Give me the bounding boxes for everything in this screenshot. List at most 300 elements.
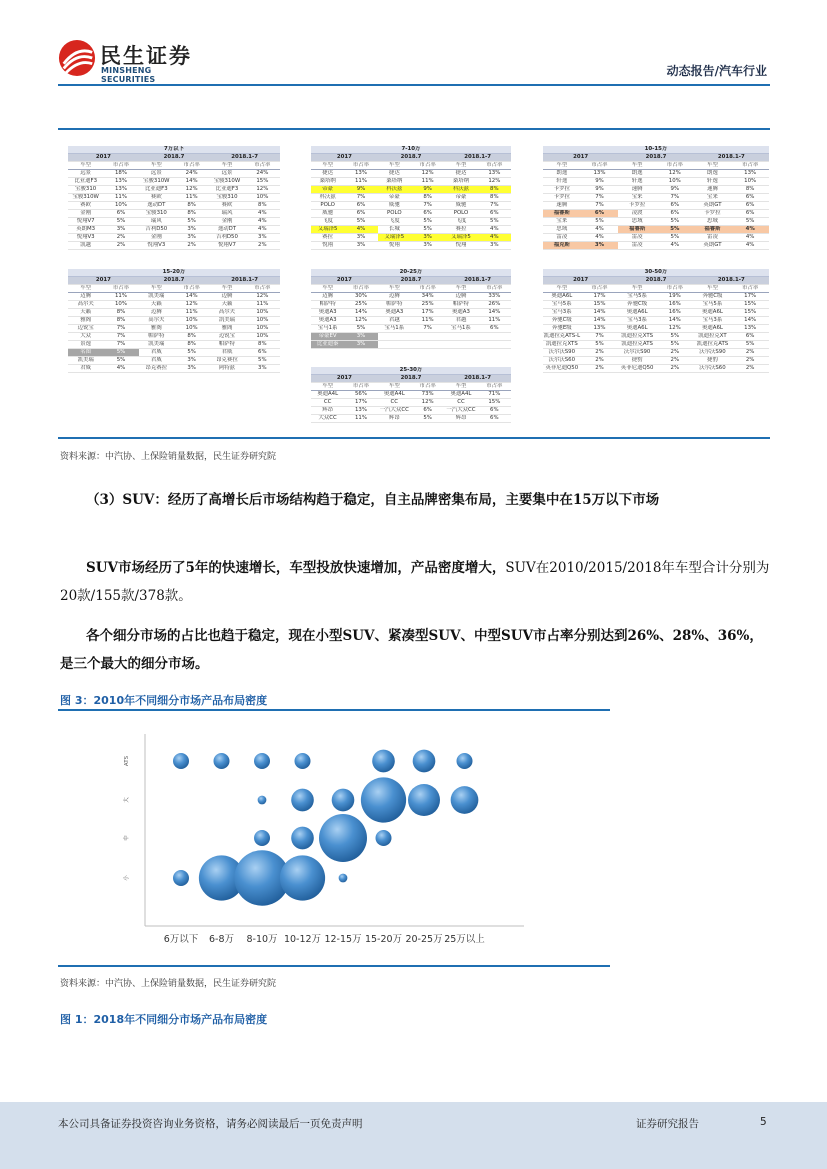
paragraph-1	[60, 554, 770, 610]
table-cell: 4%	[478, 226, 511, 234]
header-cell: 市占率	[174, 162, 209, 170]
table-row	[543, 341, 769, 349]
table-cell: 比亚迪F3	[209, 186, 244, 194]
header-cell: 车型	[444, 383, 477, 391]
table-cell: 艾瑞泽5	[311, 226, 344, 234]
logo-chinese: 民生证券	[100, 44, 192, 68]
bubble-point	[254, 830, 270, 846]
table-cell: 12%	[245, 293, 280, 301]
table-cell: 瑞风	[139, 218, 174, 226]
table-cell: 4%	[731, 226, 769, 234]
table-cell: 威驰	[311, 210, 344, 218]
table-cell: 24%	[174, 170, 209, 178]
bubble-point	[291, 789, 314, 812]
table-cell: 7%	[411, 325, 444, 333]
table-cell: 5%	[411, 218, 444, 226]
paragraph-2: 各个细分市场的占比也趋于稳定，现在小型SUV、紧凑型SUV、中型SUV市占率分别达到26%、28%、36%，是三个最大的细分市场。	[60, 628, 763, 672]
table-row	[68, 325, 280, 333]
table-cell: 悦翔V3	[139, 242, 174, 250]
table-cell: 比亚迪F3	[139, 186, 174, 194]
table-7-10w	[311, 146, 511, 250]
table-cell: 6%	[478, 325, 511, 333]
header-cell: 车型	[444, 285, 477, 293]
table-cell: 2%	[656, 365, 694, 373]
header-cell: 车型	[543, 162, 581, 170]
table-cell: 5%	[344, 218, 377, 226]
table-cell: 天籁	[209, 301, 244, 309]
table-cell: 13%	[731, 325, 769, 333]
table-cell: 7%	[103, 341, 138, 349]
table-row	[543, 325, 769, 333]
bubble-point	[295, 753, 311, 769]
table-cell: 8%	[103, 309, 138, 317]
table-cell: 11%	[411, 317, 444, 325]
header-cell: 市占率	[245, 285, 280, 293]
table-cell: 远景	[139, 170, 174, 178]
table-cell: 12%	[478, 178, 511, 186]
table-row	[68, 309, 280, 317]
header-cell: 市占率	[478, 285, 511, 293]
table-10-15w	[543, 146, 769, 250]
table-cell: 帝豪	[444, 194, 477, 202]
bubble-point	[258, 796, 267, 805]
table-row	[543, 309, 769, 317]
table-cell: 帕萨特	[378, 301, 411, 309]
table-row	[543, 226, 769, 234]
table-cell: 高尔夫	[139, 317, 174, 325]
table-cell: 3%	[344, 341, 377, 349]
table-caption: 25-30万	[311, 367, 511, 375]
table-cell: 卡罗拉	[618, 202, 656, 210]
table-cell: 宝马3系	[618, 317, 656, 325]
header-bottom-rule	[58, 128, 770, 130]
table-cell: 金刚	[68, 210, 103, 218]
table-cell: 宝马1系	[311, 325, 344, 333]
table-row	[68, 317, 280, 325]
table-cell: 14%	[478, 309, 511, 317]
table-cell: 7%	[478, 202, 511, 210]
table-row	[68, 186, 280, 194]
table-cell: 5%	[411, 415, 444, 423]
table-cell: 3%	[581, 242, 619, 250]
table-cell: 4%	[731, 234, 769, 242]
header-cell: 车型	[618, 162, 656, 170]
table-cell: 科沃兹	[378, 186, 411, 194]
table-cell: 辉昂	[444, 415, 477, 423]
table-cell: 宝骏310W	[209, 178, 244, 186]
table-cell: 君越	[444, 317, 477, 325]
table-cell: 13%	[731, 170, 769, 178]
table-cell: 9%	[581, 178, 619, 186]
table-cell: 8%	[245, 341, 280, 349]
table-cell: 思域	[694, 218, 732, 226]
table-cell: 8%	[174, 210, 209, 218]
table-row	[543, 202, 769, 210]
table-cell: 4%	[245, 226, 280, 234]
table-cell: 2%	[656, 357, 694, 365]
table-cell: 7%	[656, 194, 694, 202]
table-cell: 6%	[731, 210, 769, 218]
table-cell: 4%	[581, 234, 619, 242]
table-cell: 5%	[344, 325, 377, 333]
table-cell: 5%	[103, 218, 138, 226]
table-caption-row	[311, 146, 511, 154]
table-cell: 5%	[581, 218, 619, 226]
table-cell: 5%	[731, 218, 769, 226]
bubble-point	[413, 750, 436, 773]
table-cell: 逸动DT	[209, 226, 244, 234]
table-cell: 奔驰C级	[618, 301, 656, 309]
table-cell: 11%	[344, 178, 377, 186]
table-cell: 卡罗拉	[694, 210, 732, 218]
table-cell: 2%	[581, 365, 619, 373]
table-cell: 9%	[344, 186, 377, 194]
table-cell: 凯美瑞	[68, 357, 103, 365]
table-cell: 凯迪拉克XTS	[618, 333, 656, 341]
table-cell: 速腾	[694, 186, 732, 194]
table-cell: 宝马5系	[543, 301, 581, 309]
table-cell: 6%	[478, 407, 511, 415]
table-cell: 2%	[581, 357, 619, 365]
figure-1-title: 图 1：2018年不同细分市场产品布局密度	[60, 1013, 268, 1026]
bubble-point	[376, 830, 392, 846]
table-cell: 13%	[581, 325, 619, 333]
paragraph-1-bold: SUV市场经历了5年的快速增长，车型投放快速增加，产品密度增大，	[86, 560, 506, 576]
table-caption: 15-20万	[68, 269, 280, 277]
table-cell: 阿特兹	[209, 365, 244, 373]
table-cell: 56%	[344, 391, 377, 399]
table-cell: 18%	[103, 170, 138, 178]
header-cell: 市占率	[478, 162, 511, 170]
table-cell: 艾瑞泽5	[378, 234, 411, 242]
table-cell	[411, 333, 444, 341]
table-cell: 10%	[103, 202, 138, 210]
table-row	[68, 194, 280, 202]
table-cell: 悦翔V7	[209, 242, 244, 250]
table-cell: 6%	[478, 210, 511, 218]
table-cell: 6%	[411, 210, 444, 218]
table-cell: 赛欧	[209, 202, 244, 210]
table-cell: 雅阁	[209, 325, 244, 333]
table-cell: 捷达	[444, 170, 477, 178]
table-cell: 科沃兹	[311, 194, 344, 202]
table-cell: POLO	[311, 202, 344, 210]
table-cell: 宝马1系	[444, 325, 477, 333]
table-cell: 帝豪EV	[311, 333, 344, 341]
table-cell: 5%	[656, 226, 694, 234]
table-year-row	[543, 154, 769, 162]
table-row	[543, 170, 769, 178]
table-cell: 6%	[731, 333, 769, 341]
table-cell: 13%	[344, 170, 377, 178]
table-cell: 宝马1系	[378, 325, 411, 333]
table-cell: 比亚迪F3	[68, 178, 103, 186]
table-cell: 奥迪A4L	[444, 391, 477, 399]
table-cell: 昂克赛拉	[139, 365, 174, 373]
table-row	[543, 317, 769, 325]
table-cell: 威驰	[444, 202, 477, 210]
table-30-50w	[543, 269, 769, 373]
table-cell: 朗逸	[543, 170, 581, 178]
table-cell: 13%	[344, 407, 377, 415]
table-year-row	[68, 154, 280, 162]
table-cell	[378, 333, 411, 341]
header-cell: 市占率	[174, 285, 209, 293]
table-cell: 6%	[656, 210, 694, 218]
table-row	[311, 170, 511, 178]
table-cell: 15%	[731, 301, 769, 309]
table-cell: 11%	[174, 309, 209, 317]
header-cell: 市占率	[411, 285, 444, 293]
table-cell: 帕萨特	[139, 333, 174, 341]
table-cell: 5%	[581, 341, 619, 349]
table-cell: 7%	[103, 333, 138, 341]
table-cell: 8%	[103, 317, 138, 325]
header-cell: 车型	[378, 162, 411, 170]
table-cell: 天籁	[68, 309, 103, 317]
table-cell: 17%	[411, 309, 444, 317]
bubble-point	[457, 753, 473, 769]
table-cell: 悦翔	[311, 242, 344, 250]
table-row	[543, 365, 769, 373]
y-tick-label: 中	[124, 835, 130, 841]
table-caption-row	[311, 367, 511, 375]
table-cell: 2%	[731, 349, 769, 357]
table-cell: 长城	[378, 226, 411, 234]
table-cell: 奥迪A3	[311, 317, 344, 325]
table-cell: 捷豹	[694, 357, 732, 365]
table-cell: 科沃兹	[444, 186, 477, 194]
table-cell: 9%	[581, 186, 619, 194]
table-cell: 捷豹	[618, 357, 656, 365]
header-top-rule	[58, 84, 770, 86]
table-row	[68, 234, 280, 242]
table-cell: 10%	[174, 325, 209, 333]
table-cell: 宝来	[543, 218, 581, 226]
table-row	[311, 341, 511, 349]
table-row	[543, 349, 769, 357]
table-cell: 2%	[103, 234, 138, 242]
table-cell: 12%	[245, 186, 280, 194]
table-cell: 17%	[344, 399, 377, 407]
table-cell: 13%	[478, 170, 511, 178]
table-cell: 宝骏310	[68, 186, 103, 194]
table-cell: 卡罗拉	[543, 186, 581, 194]
table-cell: 逸动DT	[139, 202, 174, 210]
x-tick-label: 6万以下	[163, 934, 199, 945]
table-row	[311, 399, 511, 407]
table-cell: 13%	[103, 178, 138, 186]
page-footer	[0, 1102, 827, 1169]
table-cell: 吉利D50	[139, 226, 174, 234]
table-row	[543, 357, 769, 365]
table-caption: 7万以下	[68, 146, 280, 154]
table-cell: 金刚	[209, 218, 244, 226]
header-cell: 车型	[378, 383, 411, 391]
table-cell: 思域	[543, 226, 581, 234]
table-cell: 大众CC	[311, 415, 344, 423]
table-cell: 10%	[245, 333, 280, 341]
table-cell: 10%	[245, 317, 280, 325]
year-cell: 2018.1-7	[444, 154, 511, 162]
table-cell: 3%	[174, 226, 209, 234]
table-cell: 6%	[245, 349, 280, 357]
table-cell: 12%	[656, 170, 694, 178]
table-cell: 悦翔	[444, 242, 477, 250]
table-cell: 辉昂	[311, 407, 344, 415]
table-cell: 金刚	[139, 234, 174, 242]
table-cell: 4%	[656, 242, 694, 250]
table-cell: 天籁	[139, 301, 174, 309]
table-year-row	[311, 277, 511, 285]
table-cell: 6%	[656, 202, 694, 210]
table-cell: 15%	[731, 309, 769, 317]
table-cell: 福睿斯	[694, 226, 732, 234]
table-25-30w	[311, 367, 511, 423]
table-cell: 英菲尼迪Q50	[618, 365, 656, 373]
table-year-row	[311, 154, 511, 162]
table-cell: 英朗GT	[694, 242, 732, 250]
table-cell: 凯迪拉克ATS-L	[543, 333, 581, 339]
table-cell: 雷凌	[543, 234, 581, 242]
year-cell: 2018.7	[378, 375, 445, 383]
table-cell: 3%	[411, 234, 444, 242]
bubble-point	[214, 753, 230, 769]
table-header-row	[543, 285, 769, 293]
table-cell: 11%	[245, 301, 280, 309]
year-cell: 2017	[68, 154, 139, 162]
year-cell: 2017	[543, 154, 618, 162]
paragraph-1-rest: SUV在2010/2015/2018年车型合计分别为20款/155款/378款。	[60, 560, 770, 604]
table-cell: 帝豪	[378, 194, 411, 202]
table-cell: 景逸	[68, 341, 103, 349]
table-cell: 9%	[656, 186, 694, 194]
year-cell: 2018.7	[378, 154, 445, 162]
table-cell: 5%	[411, 226, 444, 234]
table-cell: 6%	[731, 202, 769, 210]
table-row	[311, 178, 511, 186]
table-cell	[444, 333, 477, 341]
table-cell: 6%	[103, 210, 138, 218]
table-cell: 奥迪A4L	[311, 391, 344, 399]
header-cell: 车型	[311, 162, 344, 170]
table-cell: CC	[378, 399, 411, 407]
table-cell: 福睿斯	[618, 226, 656, 234]
table-cell	[478, 341, 511, 349]
table-cell: 迈腾	[139, 309, 174, 317]
table-row	[68, 178, 280, 186]
table-row	[311, 202, 511, 210]
table-cell: 24%	[245, 170, 280, 178]
footer-disclaimer[interactable]: 本公司具备证券投资咨询业务资格，请务必阅读最后一页免责声明	[58, 1118, 363, 1130]
bubble-point	[361, 777, 406, 822]
year-cell: 2018.1-7	[444, 277, 511, 285]
table-row	[543, 333, 769, 341]
table-cell: 迈锐宝	[209, 333, 244, 341]
table-caption: 10-15万	[543, 146, 769, 154]
table-cell: 3%	[245, 365, 280, 373]
table-cell: 飞度	[444, 218, 477, 226]
table-cell: 15%	[581, 301, 619, 309]
table-row	[543, 234, 769, 242]
table-row	[311, 325, 511, 333]
table-cell: 凌渡	[618, 210, 656, 218]
table-cell: 8%	[174, 202, 209, 210]
table-cell: 5%	[731, 341, 769, 349]
table-cell: 12%	[411, 170, 444, 178]
table-cell: 10%	[245, 194, 280, 202]
table-row	[311, 391, 511, 399]
table-cell: 5%	[103, 357, 138, 365]
table-cell: 71%	[478, 391, 511, 399]
table-caption-row	[68, 146, 280, 154]
table-cell: 10%	[245, 325, 280, 333]
table-header-row	[68, 285, 280, 293]
table-row	[311, 210, 511, 218]
header-cell: 车型	[209, 285, 244, 293]
table-cell: 12%	[174, 186, 209, 194]
table-cell: 朗逸	[694, 170, 732, 178]
header-cell: 市占率	[103, 285, 138, 293]
table-cell: 远景	[68, 170, 103, 178]
table-cell: 帝豪	[311, 186, 344, 194]
table-cell: POLO	[444, 210, 477, 218]
table-cell: 宝骏310	[209, 194, 244, 202]
x-tick-label: 20-25万	[405, 934, 443, 945]
table-cell: 5%	[656, 234, 694, 242]
y-tick-label: ATS	[124, 755, 130, 767]
table-cell: 思域	[618, 218, 656, 226]
table-row	[543, 178, 769, 186]
table-cell: 一汽大众CC	[378, 407, 411, 415]
table-cell: 7%	[581, 194, 619, 202]
table-cell: 25%	[411, 301, 444, 309]
table-cell: 悦翔	[378, 242, 411, 250]
table-cell: 悦翔V7	[68, 218, 103, 226]
table-cell: 5%	[478, 218, 511, 226]
source-note-2: 资料来源：中汽协、上保险销量数据，民生证券研究院	[60, 979, 277, 989]
bubble-point	[339, 874, 348, 883]
year-cell: 2017	[543, 277, 618, 285]
table-header-row	[311, 162, 511, 170]
table-cell: 赛欧	[139, 194, 174, 202]
table-cell: 奔驰E级	[543, 325, 581, 333]
table-cell: 2%	[174, 242, 209, 250]
table-cell: 13%	[103, 186, 138, 194]
bubble-point	[372, 750, 395, 773]
table-cell: 3%	[103, 226, 138, 234]
table-cell: 飞度	[311, 218, 344, 226]
table-cell: 11%	[103, 194, 138, 202]
table-cell: 11%	[411, 178, 444, 186]
table-cell: 英菲尼迪Q50	[543, 365, 581, 373]
table-cell: 宝马5系	[694, 301, 732, 309]
table-cell: 瑞风	[209, 210, 244, 218]
table-row	[311, 218, 511, 226]
table-row	[68, 293, 280, 301]
table-cell: 卡罗拉	[543, 194, 581, 202]
header-cell: 市占率	[731, 162, 769, 170]
table-cell: 桑塔纳	[378, 178, 411, 186]
table-cell: POLO	[378, 210, 411, 218]
table-cell: 君威	[139, 349, 174, 357]
year-cell: 2017	[311, 277, 378, 285]
year-cell: 2018.7	[378, 277, 445, 285]
table-cell: 君越	[378, 317, 411, 325]
report-type-title: 动态报告/汽车行业	[666, 64, 767, 78]
table-cell: 5%	[174, 349, 209, 357]
table-cell: 凯迪拉克ATS	[618, 341, 656, 349]
